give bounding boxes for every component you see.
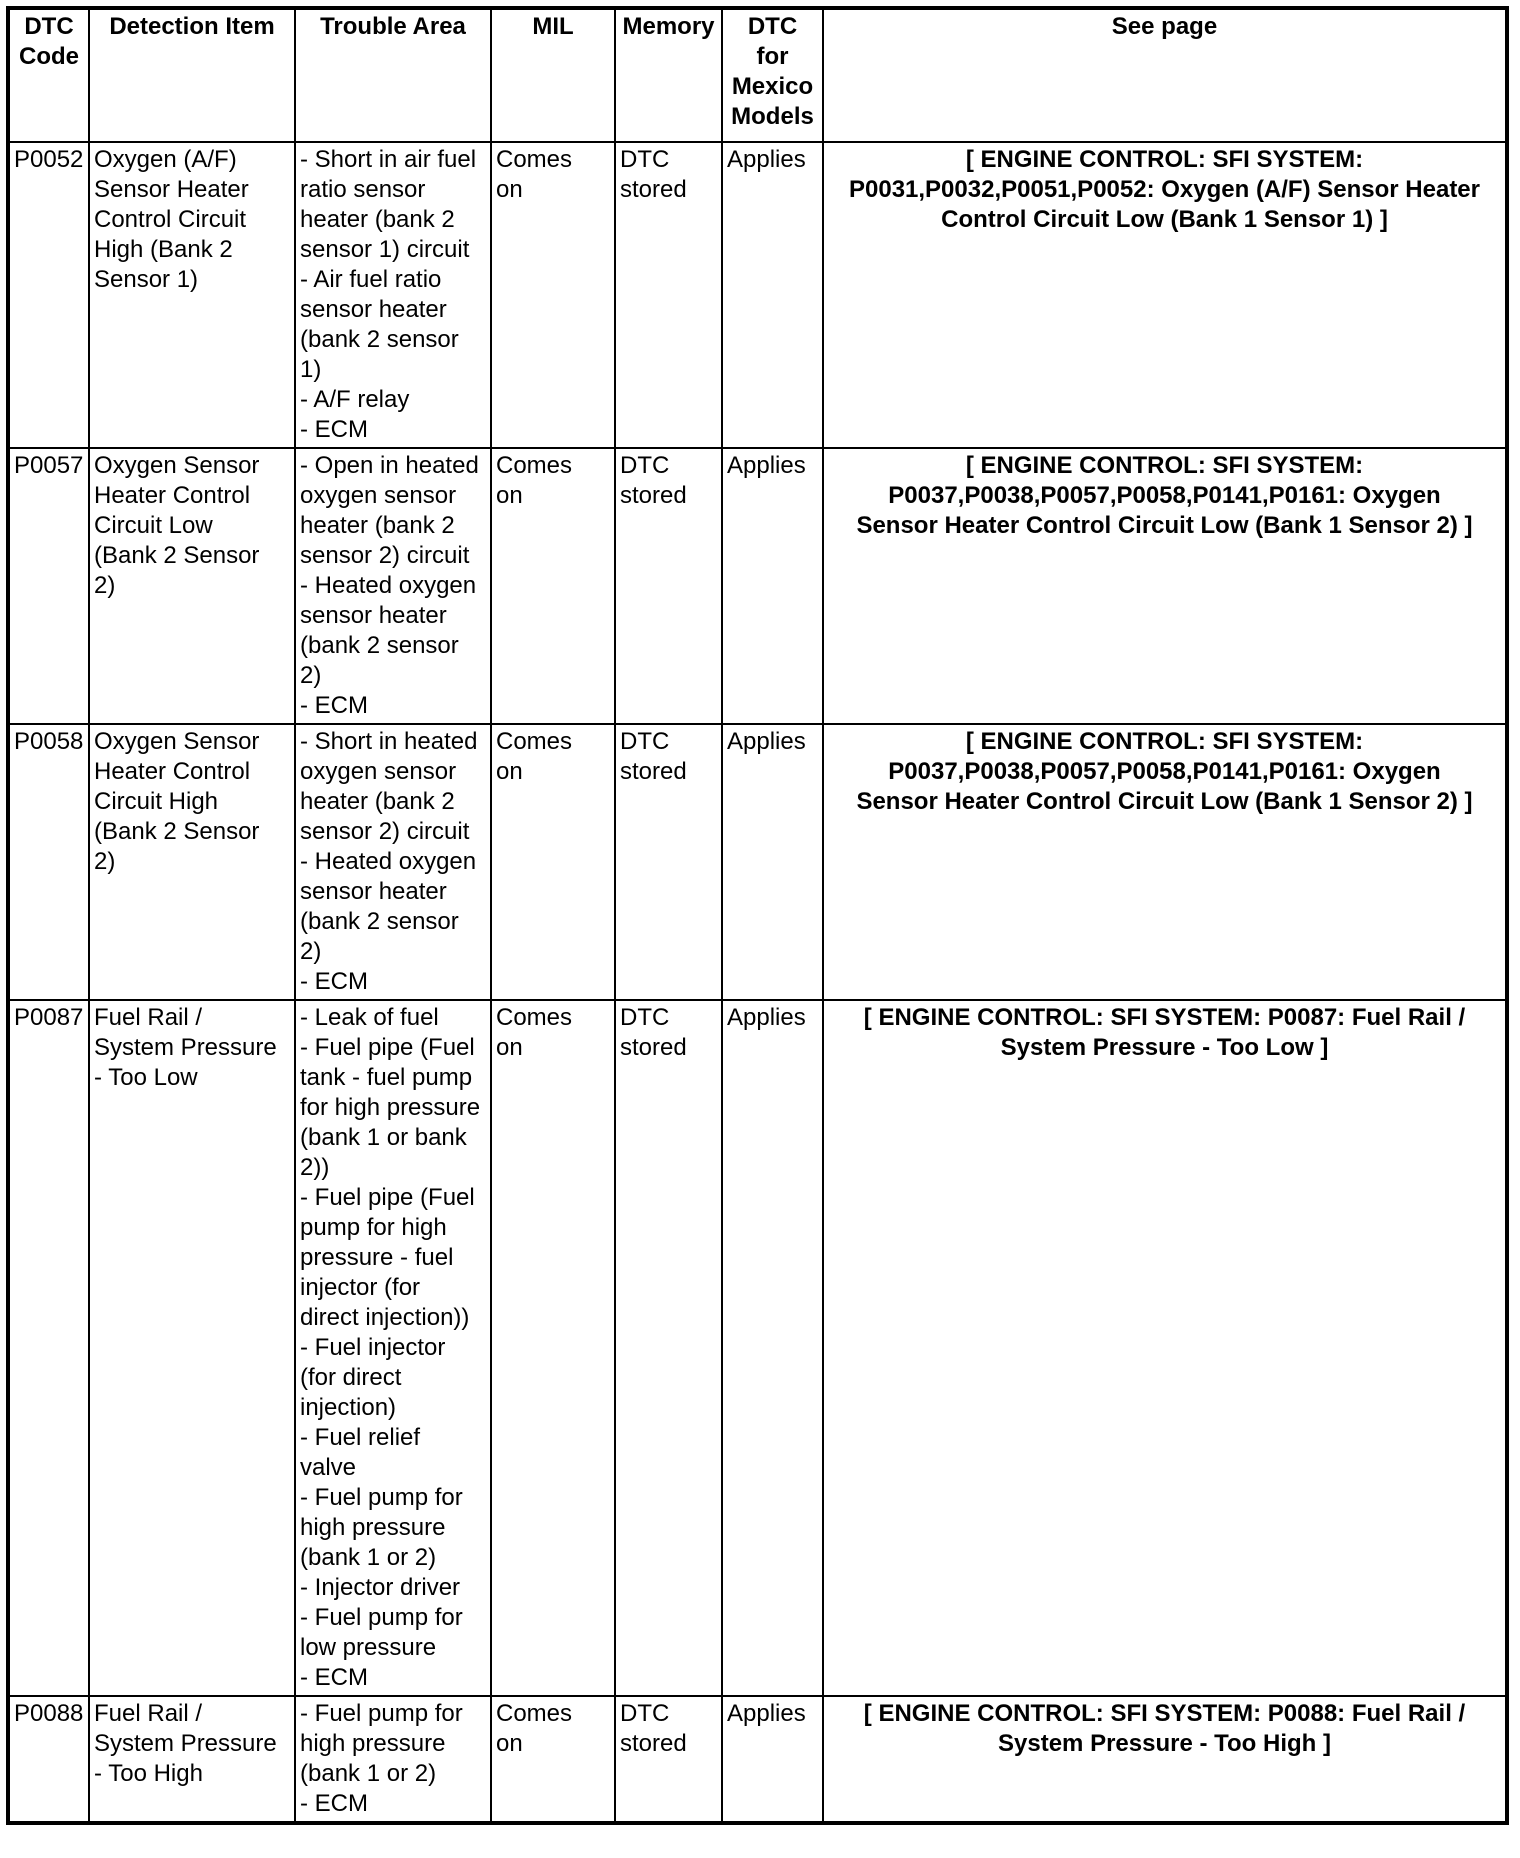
- cell-detection-item: Oxygen Sensor Heater Control Circuit Low (Bank 2 Sensor 2): [89, 448, 295, 724]
- cell-dtc-code: P0057: [8, 448, 89, 724]
- table-row: [8, 448, 1507, 724]
- header-dtc-code: DTC Code: [8, 8, 89, 142]
- dtc-table-container: [6, 6, 1505, 1825]
- cell-memory: DTC stored: [615, 724, 722, 1000]
- cell-detection-item: Fuel Rail / System Pressure - Too Low: [89, 1000, 295, 1696]
- cell-mil: Comes on: [491, 448, 615, 724]
- header-trouble-area: Trouble Area: [295, 8, 491, 142]
- header-mil: MIL: [491, 8, 615, 142]
- cell-dtc-code: P0052: [8, 142, 89, 448]
- cell-trouble-area: - Fuel pump for high pressure (bank 1 or 2) - ECM: [295, 1696, 491, 1823]
- table-row: [8, 1000, 1507, 1696]
- header-row: [8, 8, 1507, 142]
- cell-see-page-link[interactable]: [ ENGINE CONTROL: SFI SYSTEM: P0037,P0038,P0057,P0058,P0141,P0161: Oxygen Sensor Heater Control Circuit Low (Bank 1 Sensor 2) ]: [823, 724, 1507, 1000]
- dtc-table: [6, 6, 1509, 1825]
- header-dtc-mexico: DTC for Mexico Models: [722, 8, 823, 142]
- cell-memory: DTC stored: [615, 1696, 722, 1823]
- cell-dtc-mexico: Applies: [722, 724, 823, 1000]
- cell-dtc-mexico: Applies: [722, 448, 823, 724]
- cell-dtc-code: P0087: [8, 1000, 89, 1696]
- cell-detection-item: Fuel Rail / System Pressure - Too High: [89, 1696, 295, 1823]
- cell-see-page-link[interactable]: [ ENGINE CONTROL: SFI SYSTEM: P0088: Fuel Rail / System Pressure - Too High ]: [823, 1696, 1507, 1823]
- cell-trouble-area: - Open in heated oxygen sensor heater (bank 2 sensor 2) circuit - Heated oxygen sensor heater (bank 2 sensor 2) - ECM: [295, 448, 491, 724]
- cell-trouble-area: - Short in heated oxygen sensor heater (bank 2 sensor 2) circuit - Heated oxygen sensor heater (bank 2 sensor 2) - ECM: [295, 724, 491, 1000]
- cell-dtc-mexico: Applies: [722, 1000, 823, 1696]
- header-see-page: See page: [823, 8, 1507, 142]
- table-row: [8, 1696, 1507, 1823]
- cell-mil: Comes on: [491, 724, 615, 1000]
- cell-mil: Comes on: [491, 1696, 615, 1823]
- header-memory: Memory: [615, 8, 722, 142]
- cell-memory: DTC stored: [615, 1000, 722, 1696]
- cell-memory: DTC stored: [615, 142, 722, 448]
- table-row: [8, 142, 1507, 448]
- cell-memory: DTC stored: [615, 448, 722, 724]
- table-row: [8, 724, 1507, 1000]
- cell-mil: Comes on: [491, 1000, 615, 1696]
- cell-dtc-mexico: Applies: [722, 1696, 823, 1823]
- cell-mil: Comes on: [491, 142, 615, 448]
- cell-see-page-link[interactable]: [ ENGINE CONTROL: SFI SYSTEM: P0087: Fuel Rail / System Pressure - Too Low ]: [823, 1000, 1507, 1696]
- cell-see-page-link[interactable]: [ ENGINE CONTROL: SFI SYSTEM: P0037,P0038,P0057,P0058,P0141,P0161: Oxygen Sensor Heater Control Circuit Low (Bank 1 Sensor 2) ]: [823, 448, 1507, 724]
- cell-dtc-code: P0088: [8, 1696, 89, 1823]
- cell-dtc-code: P0058: [8, 724, 89, 1000]
- cell-detection-item: Oxygen (A/F) Sensor Heater Control Circuit High (Bank 2 Sensor 1): [89, 142, 295, 448]
- cell-detection-item: Oxygen Sensor Heater Control Circuit High (Bank 2 Sensor 2): [89, 724, 295, 1000]
- cell-trouble-area: - Leak of fuel - Fuel pipe (Fuel tank - fuel pump for high pressure (bank 1 or bank 2)) - Fuel pipe (Fuel pump for high pressure - fuel injector (for direct injection)) - Fuel injector (for direct injection) - Fuel relief valve - Fuel pump for high pressure (bank 1 or 2) - Injector driver - Fuel pump for low pressure - ECM: [295, 1000, 491, 1696]
- header-detection-item: Detection Item: [89, 8, 295, 142]
- cell-see-page-link[interactable]: [ ENGINE CONTROL: SFI SYSTEM: P0031,P0032,P0051,P0052: Oxygen (A/F) Sensor Heater Control Circuit Low (Bank 1 Sensor 1) ]: [823, 142, 1507, 448]
- cell-dtc-mexico: Applies: [722, 142, 823, 448]
- cell-trouble-area: - Short in air fuel ratio sensor heater (bank 2 sensor 1) circuit - Air fuel ratio sensor heater (bank 2 sensor 1) - A/F relay - ECM: [295, 142, 491, 448]
